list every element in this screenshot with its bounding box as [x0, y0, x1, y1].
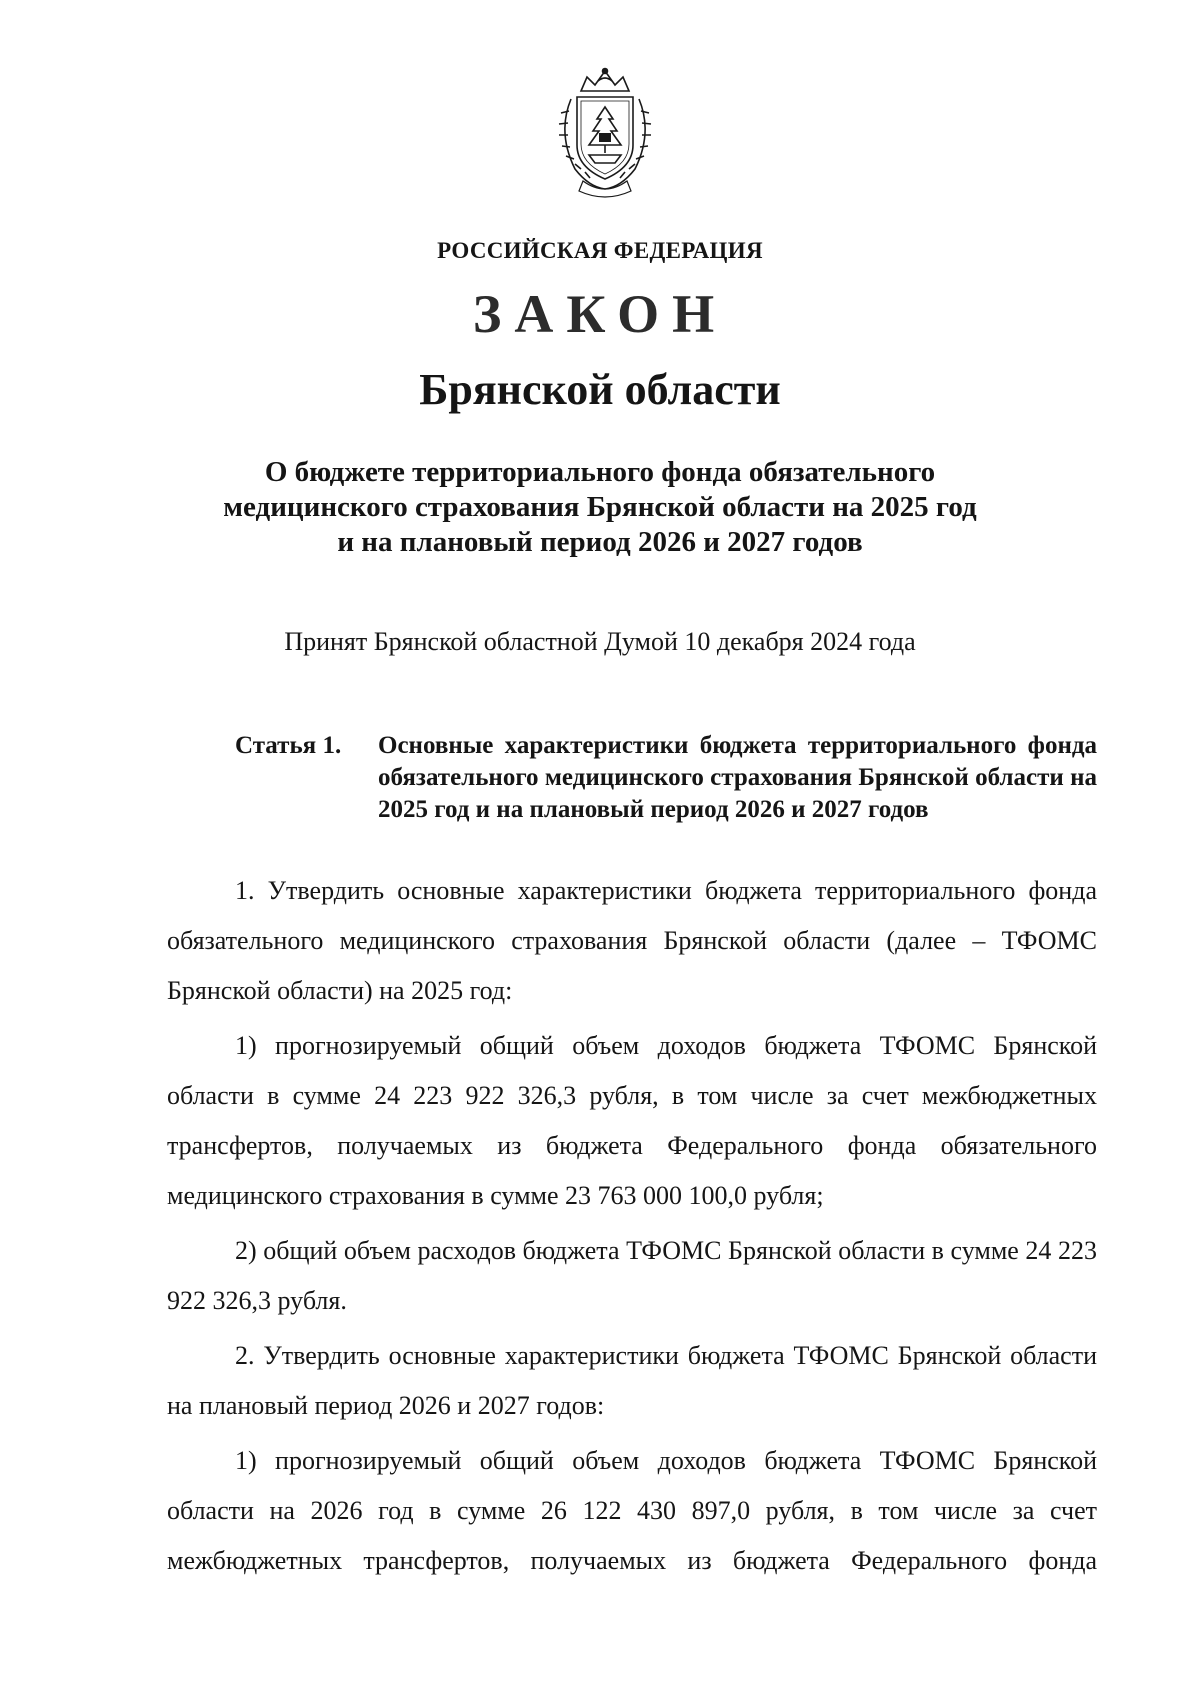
paragraph: 1) прогнозируемый общий объем доходов бюджета ТФОМС Брянской области на 2026 год в сумме 26 122 430 897,0 рубля, в том числе за счет межбюджетных трансфертов, получаемых из бюджета Федерального фонда [167, 1446, 1097, 1575]
paragraph: 1. Утвердить основные характеристики бюджета территориального фонда обязательного медицинского страхования Брянской области (далее – ТФОМС Брянской области) на 2025 год: [167, 876, 1097, 1005]
paragraph: 2) общий объем расходов бюджета ТФОМС Брянской области в сумме 24 223 922 326,3 рубля. [167, 1236, 1097, 1315]
law-title-line: медицинского страхования Брянской области на 2025 год [223, 491, 977, 523]
coat-of-arms-icon [535, 63, 675, 203]
document-type: ЗАКОН [472, 284, 728, 344]
adoption-note: Принят Брянской областной Думой 10 декабря 2024 года [284, 627, 916, 656]
law-title [0, 455, 1200, 560]
country-name: РОССИЙСКАЯ ФЕДЕРАЦИЯ [437, 238, 763, 263]
article-body [167, 866, 1097, 1591]
law-title-line: и на плановый период 2026 и 2027 годов [337, 526, 863, 558]
article-heading [235, 730, 1097, 826]
region-name: Брянской области [419, 365, 781, 414]
law-title-line: О бюджете территориального фонда обязательного [264, 456, 936, 488]
paragraph: 1) прогнозируемый общий объем доходов бюджета ТФОМС Брянской области в сумме 24 223 922 326,3 рубля, в том числе за счет межбюджетных трансфертов, получаемых из бюджета Федерального фонда обязательного медицинского страхования в сумме 23 763 000 100,0 рубля; [167, 1031, 1097, 1210]
article-number: Статья 1. [235, 732, 342, 759]
paragraph: 2. Утвердить основные характеристики бюджета ТФОМС Брянской области на плановый период 2026 и 2027 годов: [167, 1341, 1097, 1420]
article-title: Основные характеристики бюджета территориального фонда обязательного медицинского страхования Брянской области на 2025 год и на плановый период 2026 и 2027 годов [378, 732, 1097, 823]
